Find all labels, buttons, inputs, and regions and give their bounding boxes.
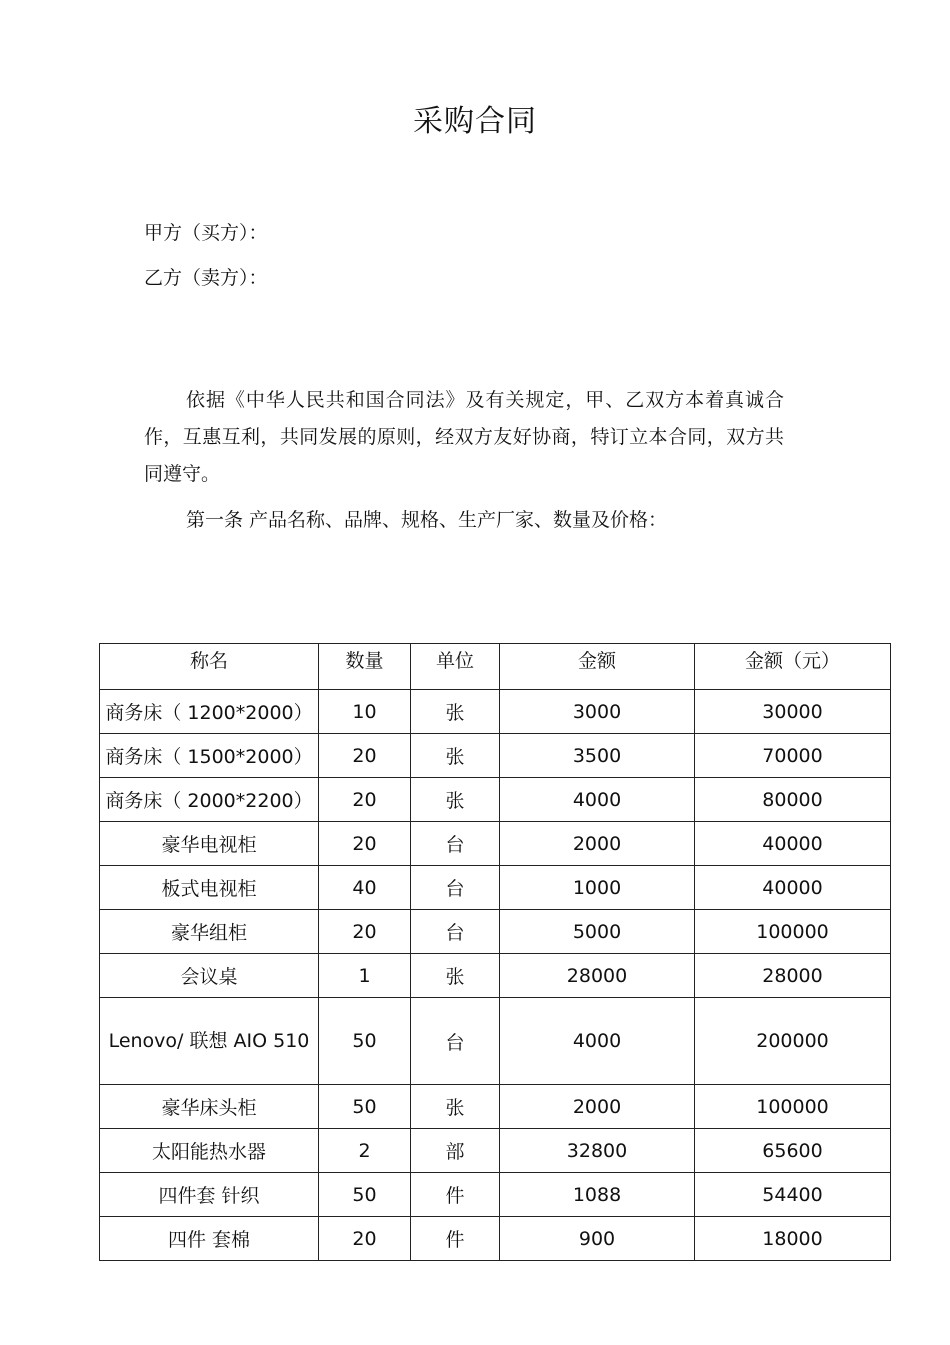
cell-amount: 100000 xyxy=(695,910,891,954)
cell-unit: 台 xyxy=(411,998,500,1085)
cell-amount: 40000 xyxy=(695,822,891,866)
cell-amount: 200000 xyxy=(695,998,891,1085)
cell-price: 4000 xyxy=(500,998,695,1085)
table-header-row xyxy=(100,644,891,690)
cell-name: Lenovo/ 联想 AIO 510 xyxy=(100,998,319,1085)
table-row xyxy=(100,1173,891,1217)
party-a-label: 甲方（买方）： xyxy=(144,222,268,244)
cell-price: 900 xyxy=(500,1217,695,1261)
cell-price: 28000 xyxy=(500,954,695,998)
header-price: 金额 xyxy=(500,644,695,690)
header-amount: 金额（元） xyxy=(695,644,891,690)
cell-amount: 54400 xyxy=(695,1173,891,1217)
table-row xyxy=(100,998,891,1085)
header-unit: 单位 xyxy=(411,644,500,690)
table-row xyxy=(100,1129,891,1173)
cell-quantity: 50 xyxy=(319,1173,411,1217)
table-row xyxy=(100,1085,891,1129)
table-row xyxy=(100,866,891,910)
cell-quantity: 40 xyxy=(319,866,411,910)
cell-amount: 65600 xyxy=(695,1129,891,1173)
cell-unit: 部 xyxy=(411,1129,500,1173)
cell-name: 四件套 针织 xyxy=(100,1173,319,1217)
table-row xyxy=(100,734,891,778)
cell-quantity: 20 xyxy=(319,778,411,822)
cell-amount: 18000 xyxy=(695,1217,891,1261)
cell-name: 四件 套棉 xyxy=(100,1217,319,1261)
cell-price: 1000 xyxy=(500,866,695,910)
cell-unit: 台 xyxy=(411,910,500,954)
cell-unit: 张 xyxy=(411,954,500,998)
document-title: 采购合同 xyxy=(413,104,537,139)
cell-amount: 28000 xyxy=(695,954,891,998)
cell-name: 豪华组柜 xyxy=(100,910,319,954)
cell-unit: 张 xyxy=(411,778,500,822)
cell-name: 板式电视柜 xyxy=(100,866,319,910)
table-row xyxy=(100,822,891,866)
table-row xyxy=(100,690,891,734)
cell-name: 会议桌 xyxy=(100,954,319,998)
cell-amount: 70000 xyxy=(695,734,891,778)
cell-quantity: 1 xyxy=(319,954,411,998)
header-name: 称名 xyxy=(100,644,319,690)
cell-unit: 张 xyxy=(411,1085,500,1129)
table-row xyxy=(100,910,891,954)
product-table xyxy=(99,643,891,1261)
cell-price: 3500 xyxy=(500,734,695,778)
cell-amount: 100000 xyxy=(695,1085,891,1129)
cell-name: 豪华床头柜 xyxy=(100,1085,319,1129)
cell-quantity: 10 xyxy=(319,690,411,734)
cell-name: 商务床（ 2000*2200） xyxy=(100,778,319,822)
cell-price: 32800 xyxy=(500,1129,695,1173)
cell-quantity: 20 xyxy=(319,822,411,866)
cell-quantity: 20 xyxy=(319,1217,411,1261)
cell-amount: 40000 xyxy=(695,866,891,910)
clause-1-heading: 第一条 产品名称、品牌、规格、生产厂家、数量及价格： xyxy=(186,509,668,531)
cell-price: 1088 xyxy=(500,1173,695,1217)
table-row xyxy=(100,954,891,998)
cell-price: 4000 xyxy=(500,778,695,822)
cell-price: 2000 xyxy=(500,822,695,866)
cell-unit: 件 xyxy=(411,1173,500,1217)
cell-quantity: 2 xyxy=(319,1129,411,1173)
cell-price: 5000 xyxy=(500,910,695,954)
cell-name: 太阳能热水器 xyxy=(100,1129,319,1173)
cell-unit: 台 xyxy=(411,822,500,866)
intro-paragraph: 依据《中华人民共和国合同法》及有关规定，甲、乙双方本着真诚合作，互惠互利，共同发展的原则，经双方友好协商，特订立本合同，双方共同遵守。 xyxy=(144,389,784,485)
table-row xyxy=(100,1217,891,1261)
cell-quantity: 50 xyxy=(319,1085,411,1129)
party-b-label: 乙方（卖方）： xyxy=(144,267,268,289)
cell-name: 商务床（ 1200*2000） xyxy=(100,690,319,734)
cell-unit: 张 xyxy=(411,734,500,778)
cell-quantity: 20 xyxy=(319,734,411,778)
header-quantity: 数量 xyxy=(319,644,411,690)
cell-quantity: 20 xyxy=(319,910,411,954)
cell-name: 豪华电视柜 xyxy=(100,822,319,866)
cell-name: 商务床（ 1500*2000） xyxy=(100,734,319,778)
cell-unit: 件 xyxy=(411,1217,500,1261)
cell-unit: 张 xyxy=(411,690,500,734)
cell-price: 3000 xyxy=(500,690,695,734)
cell-quantity: 50 xyxy=(319,998,411,1085)
table-row xyxy=(100,778,891,822)
cell-price: 2000 xyxy=(500,1085,695,1129)
cell-amount: 80000 xyxy=(695,778,891,822)
cell-amount: 30000 xyxy=(695,690,891,734)
cell-unit: 台 xyxy=(411,866,500,910)
